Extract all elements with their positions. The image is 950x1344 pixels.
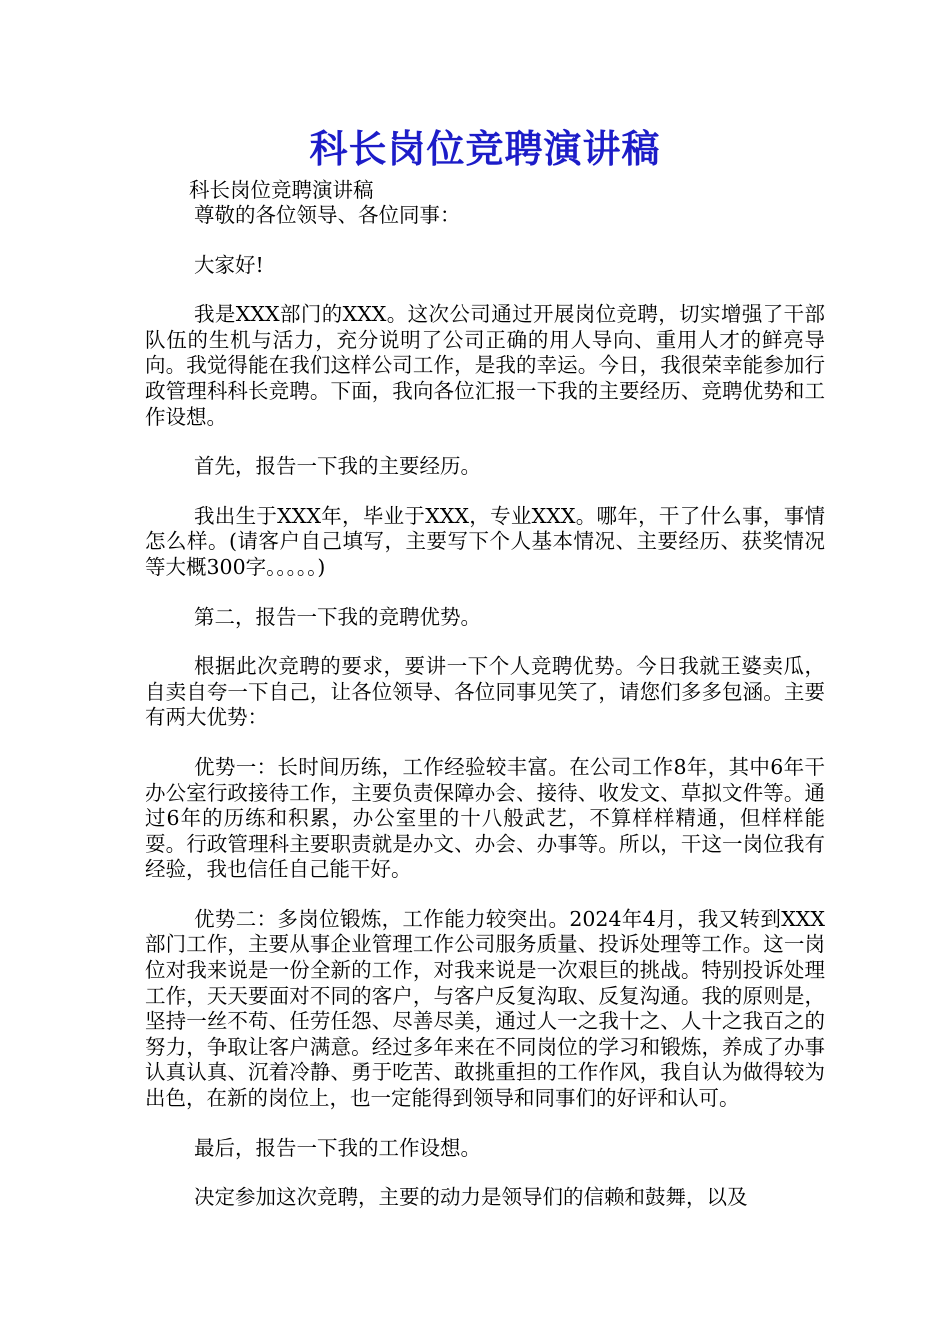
section-experience-heading: 首先，报告一下我的主要经历。 [194,454,481,479]
document-page [145,120,825,1235]
plans-paragraph: 决定参加这次竞聘，主要的动力是领导们的信赖和鼓舞，以及 [194,1185,748,1210]
advantage-one-paragraph: 优势一：长时间历练，工作经验较丰富。在公司工作8年，其中6年干办公室行政接待工作，主要负责保障办会、接待、收发文、草拟文件等。通过6年的历练和积累，办公室里的十八般武艺，不算样样精通，但样样能耍。行政管理科主要职责就是办文、办会、办事等。所以，干这一岗位我有经验，我也信任自己能干好。 [145,754,825,882]
document-subtitle: 科长岗位竞聘演讲稿 [189,178,374,202]
salutation: 尊敬的各位领导、各位同事： [194,203,461,227]
introduction-paragraph: 我是XXX部门的XXX。这次公司通过开展岗位竞聘，切实增强了干部队伍的生机与活力，充分说明了公司正确的用人导向、重用人才的鲜亮导向。我觉得能在我们这样公司工作，是我的幸运。今日，我很荣幸能参加行政管理科科长竞聘。下面，我向各位汇报一下我的主要经历、竞聘优势和工作设想。 [145,302,825,429]
experience-paragraph: 我出生于XXX年，毕业于XXX，专业XXX。哪年，干了什么事，事情怎么样。(请客户自己填写，主要写下个人基本情况、主要经历、获奖情况等大概300字。。。。。) [145,503,825,579]
section-plans-heading: 最后，报告一下我的工作设想。 [194,1135,481,1160]
advantage-two-paragraph: 优势二：多岗位锻炼，工作能力较突出。2024年4月，我又转到XXX部门工作，主要从事企业管理工作公司服务质量、投诉处理等工作。这一岗位对我来说是一份全新的工作，对我来说是一次艰巨的挑战。特别投诉处理工作，天天要面对不同的客户，与客户反复沟取、反复沟通。我的原则是，坚持一丝不苟、任劳任怨、尽善尽美，通过人一之我十之、人十之我百之的努力，争取让客户满意。经过多年来在不同岗位的学习和锻炼，养成了办事认真认真、沉着冷静、勇于吃苦、敢挑重担的工作作风，我自认为做得较为出色，在新的岗位上，也一定能得到领导和同事们的好评和认可。 [145,906,825,1111]
advantages-intro-paragraph: 根据此次竞聘的要求，要讲一下个人竞聘优势。今日我就王婆卖瓜，自卖自夸一下自己，让各位领导、各位同事见笑了，请您们多多包涵。主要有两大优势： [145,654,825,730]
document-title: 科长岗位竞聘演讲稿 [309,126,661,171]
greeting: 大家好! [194,252,264,277]
section-advantages-heading: 第二，报告一下我的竞聘优势。 [194,604,481,629]
